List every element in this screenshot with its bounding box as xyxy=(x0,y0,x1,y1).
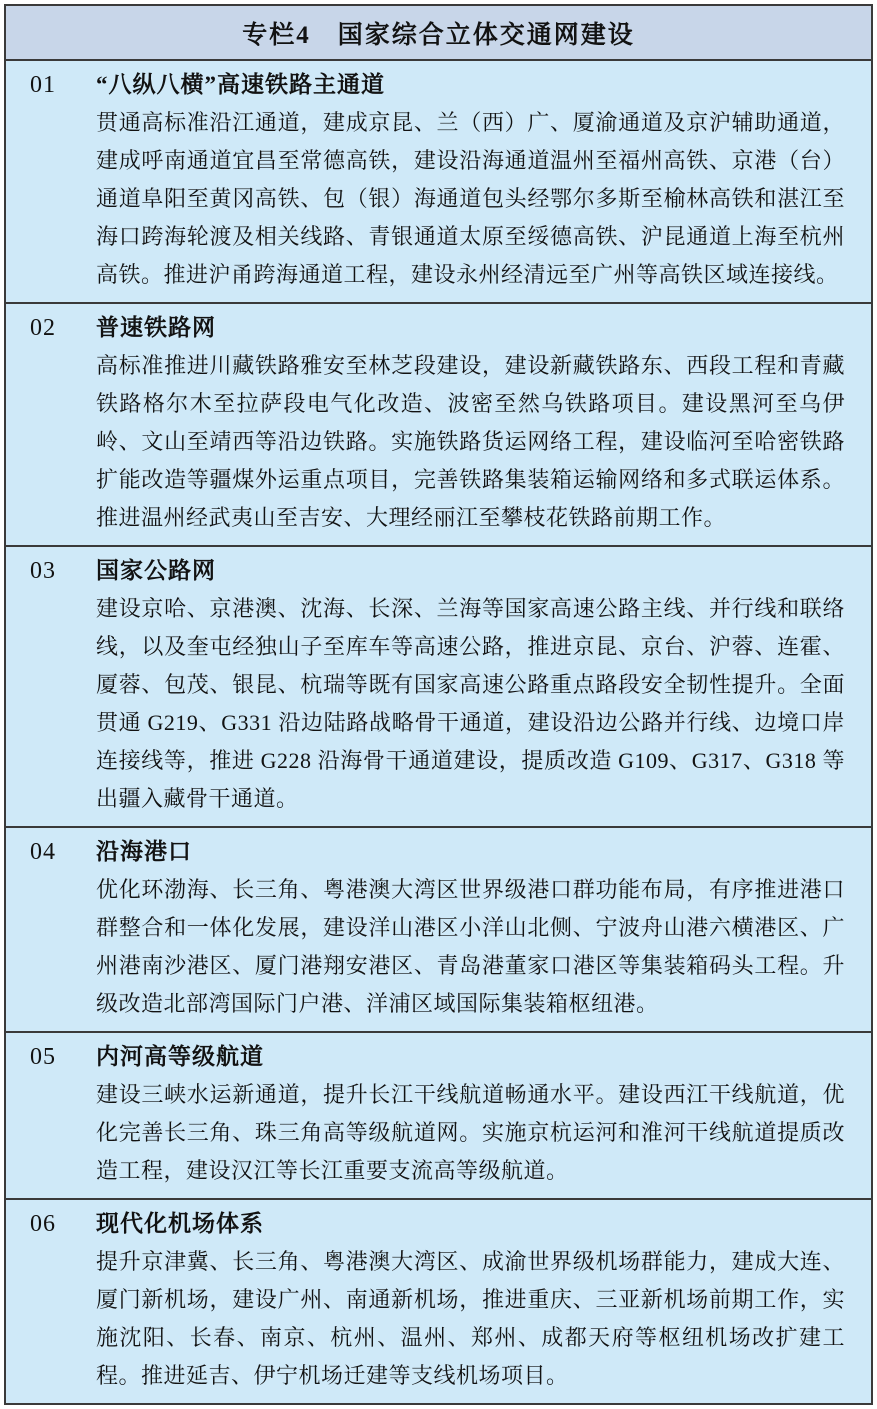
section-content xyxy=(96,66,845,294)
section-06 xyxy=(6,1200,871,1403)
section-number: 02 xyxy=(30,315,56,341)
section-content xyxy=(96,552,845,818)
section-01 xyxy=(6,61,871,304)
panel-title: 专栏4 国家综合立体交通网建设 xyxy=(6,6,871,61)
section-heading: 沿海港口 xyxy=(96,839,192,864)
section-number: 03 xyxy=(30,558,56,584)
section-heading: 国家公路网 xyxy=(96,558,216,583)
section-content xyxy=(96,833,845,1023)
section-heading: 普速铁路网 xyxy=(96,315,216,340)
section-number: 04 xyxy=(30,839,56,865)
section-content xyxy=(96,1205,845,1395)
section-04 xyxy=(6,828,871,1033)
section-content xyxy=(96,1038,845,1190)
section-body: 优化环渤海、长三角、粤港澳大湾区世界级港口群功能布局，有序推进港口群整合和一体化发展，建设洋山港区小洋山北侧、宁波舟山港六横港区、广州港南沙港区、厦门港翔安港区、青岛港董家口港区等集装箱码头工程。升级改造北部湾国际门户港、洋浦区域国际集装箱枢纽港。 xyxy=(96,877,845,1016)
section-heading: “八纵八横”高速铁路主通道 xyxy=(96,72,385,97)
section-heading: 内河高等级航道 xyxy=(96,1044,264,1069)
infobox-panel xyxy=(4,4,873,1405)
section-number: 01 xyxy=(30,72,56,98)
section-body: 提升京津冀、长三角、粤港澳大湾区、成渝世界级机场群能力，建成大连、厦门新机场，建设广州、南通新机场，推进重庆、三亚新机场前期工作，实施沈阳、长春、南京、杭州、温州、郑州、成都天府等枢纽机场改扩建工程。推进延吉、伊宁机场迁建等支线机场项目。 xyxy=(96,1249,845,1388)
section-body: 建设三峡水运新通道，提升长江干线航道畅通水平。建设西江干线航道，优化完善长三角、珠三角高等级航道网。实施京杭运河和淮河干线航道提质改造工程，建设汉江等长江重要支流高等级航道。 xyxy=(96,1082,845,1183)
section-03 xyxy=(6,547,871,828)
section-number: 05 xyxy=(30,1044,56,1070)
section-content xyxy=(96,309,845,537)
section-number: 06 xyxy=(30,1211,56,1237)
section-body: 高标准推进川藏铁路雅安至林芝段建设，建设新藏铁路东、西段工程和青藏铁路格尔木至拉萨段电气化改造、波密至然乌铁路项目。建设黑河至乌伊岭、文山至靖西等沿边铁路。实施铁路货运网络工程，建设临河至哈密铁路扩能改造等疆煤外运重点项目，完善铁路集装箱运输网络和多式联运体系。推进温州经武夷山至吉安、大理经丽江至攀枝花铁路前期工作。 xyxy=(96,353,845,530)
section-05 xyxy=(6,1033,871,1200)
section-body: 贯通高标准沿江通道，建成京昆、兰（西）广、厦渝通道及京沪辅助通道，建成呼南通道宜昌至常德高铁，建设沿海通道温州至福州高铁、京港（台）通道阜阳至黄冈高铁、包（银）海通道包头经鄂尔多斯至榆林高铁和湛江至海口跨海轮渡及相关线路、青银通道太原至绥德高铁、沪昆通道上海至杭州高铁。推进沪甬跨海通道工程，建设永州经清远至广州等高铁区域连接线。 xyxy=(96,110,845,287)
section-body: 建设京哈、京港澳、沈海、长深、兰海等国家高速公路主线、并行线和联络线，以及奎屯经独山子至库车等高速公路，推进京昆、京台、沪蓉、连霍、厦蓉、包茂、银昆、杭瑞等既有国家高速公路重点路段安全韧性提升。全面贯通 G219、G331 沿边陆路战略骨干通道，建设沿边公路并行线、边境口岸连接线等，推进 G228 沿海骨干通道建设，提质改造 G109、G317、G318 等出疆入藏骨干通道。 xyxy=(96,596,845,811)
section-heading: 现代化机场体系 xyxy=(96,1211,264,1236)
section-02 xyxy=(6,304,871,547)
